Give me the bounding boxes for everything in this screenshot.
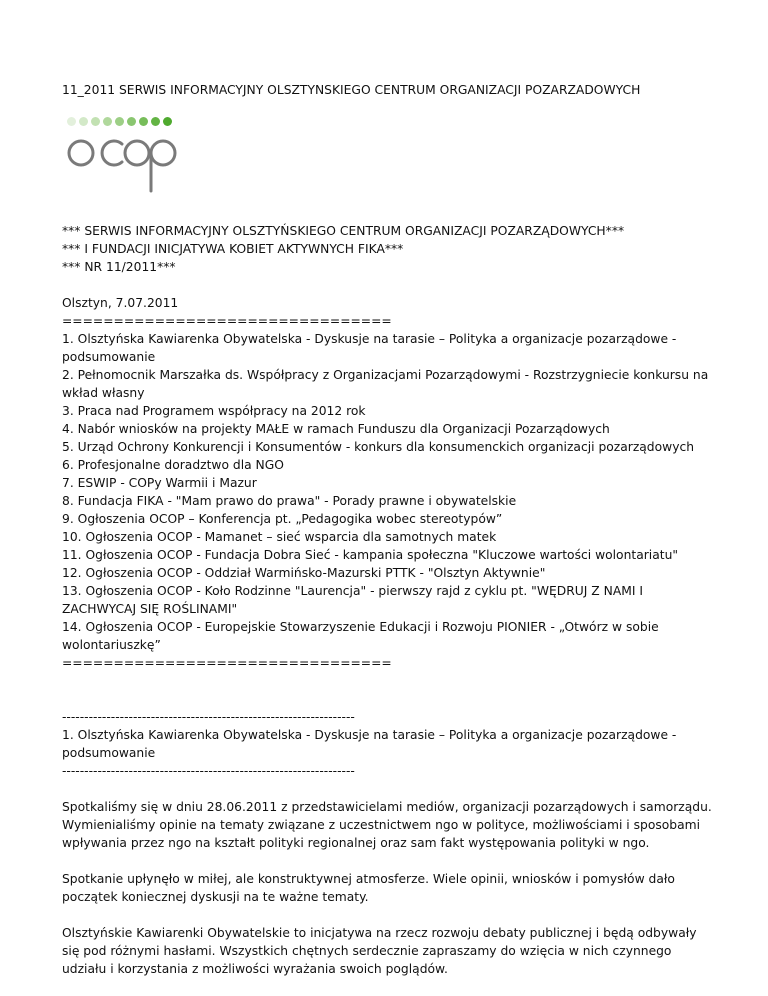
date-line: Olsztyn, 7.07.2011 xyxy=(62,296,179,310)
toc-item: 12. Ogłoszenia OCOP - Oddział Warmińsko-Mazurski PTTK - "Olsztyn Aktywnie" xyxy=(62,566,546,580)
toc-item: 6. Profesjonalne doradztwo dla NGO xyxy=(62,458,284,472)
toc-item: 8. Fundacja FIKA - "Mam prawo do prawa" - Porady prawne i obywatelskie xyxy=(62,494,517,508)
toc-item: 2. Pełnomocnik Marszałka ds. Współpracy z Organizacjami Pozarządowymi - Rozstrzygniecie konkursu na wkład własny xyxy=(62,368,709,400)
logo-dot xyxy=(127,117,136,126)
section-1-paragraph: Olsztyńskie Kawiarenki Obywatelskie to inicjatywa na rzecz rozwoju debaty publicznej i będą odbywały się pod różnymi hasłami. Wszystkich chętnych serdecznie zapraszamy do wzięcia w nich czynnego udziału i korzystania z możliwości wyrażania swoich poglądów. xyxy=(62,926,697,976)
logo-dot xyxy=(139,117,148,126)
logo-letter-p-bowl xyxy=(151,141,175,165)
header-line-1: *** SERWIS INFORMACYJNY OLSZTYŃSKIEGO CENTRUM ORGANIZACJI POZARZĄDOWYCH*** xyxy=(62,224,625,238)
separator-bottom: ================================ xyxy=(62,656,392,670)
separator-top: ================================ xyxy=(62,314,392,328)
logo-dot xyxy=(67,117,76,126)
toc-item: 10. Ogłoszenia OCOP - Mamanet – sieć wsparcia dla samotnych matek xyxy=(62,530,497,544)
logo-letter-o1 xyxy=(69,141,93,165)
logo-dot xyxy=(115,117,124,126)
toc-item: 13. Ogłoszenia OCOP - Koło Rodzinne "Laurencja" - pierwszy rajd z cyklu pt. "WĘDRUJ Z NAMI I ZACHWYCAJ SIĘ ROŚLINAMI" xyxy=(62,584,644,616)
logo-dot xyxy=(79,117,88,126)
section-dash-separator-top: ------------------------------------------------------------------ xyxy=(62,710,355,724)
logo-letters xyxy=(67,137,177,193)
section-1-paragraph: Spotkaliśmy się w dniu 28.06.2011 z przedstawicielami mediów, organizacji pozarządowych i samorządu. Wymienialiśmy opinie na tematy związane z uczestnictwem ngo w polityce, możliwościami i sposobami wpływania przez ngo na kształt polityki regionalnej oraz sam fakt występowania polityki w ngo. xyxy=(62,800,712,850)
toc-item: 1. Olsztyńska Kawiarenka Obywatelska - Dyskusje na tarasie – Polityka a organizacje pozarządowe - podsumowanie xyxy=(62,332,677,364)
document-title: 11_2011 SERWIS INFORMACYJNY OLSZTYNSKIEGO CENTRUM ORGANIZACJI POZARZADOWYCH xyxy=(62,83,641,97)
toc-item: 3. Praca nad Programem współpracy na 2012 rok xyxy=(62,404,366,418)
logo-letter-c xyxy=(102,141,122,165)
document-content xyxy=(62,222,712,996)
toc-item: 9. Ogłoszenia OCOP – Konferencja pt. „Pedagogika wobec stereotypów” xyxy=(62,512,503,526)
logo-letter-o2 xyxy=(125,141,149,165)
toc-item: 4. Nabór wniosków na projekty MAŁE w ramach Funduszu dla Organizacji Pozarządowych xyxy=(62,422,610,436)
logo-dot xyxy=(163,117,172,126)
ocop-logo xyxy=(67,117,187,195)
toc-item: 7. ESWIP - COPy Warmii i Mazur xyxy=(62,476,257,490)
section-dash-separator-bottom: ------------------------------------------------------------------ xyxy=(62,764,355,778)
header-line-3: *** NR 11/2011*** xyxy=(62,260,176,274)
logo-dot xyxy=(91,117,100,126)
logo-text: ocop xyxy=(67,137,70,138)
toc-item: 14. Ogłoszenia OCOP - Europejskie Stowarzyszenie Edukacji i Rozwoju PIONIER - „Otwórz w sobie wolontariuszkę” xyxy=(62,620,659,652)
section-1-heading: 1. Olsztyńska Kawiarenka Obywatelska - Dyskusje na tarasie – Polityka a organizacje pozarządowe - podsumowanie xyxy=(62,728,681,760)
logo-dot xyxy=(151,117,160,126)
logo-dot xyxy=(103,117,112,126)
toc-item: 5. Urząd Ochrony Konkurencji i Konsumentów - konkurs dla konsumenckich organizacji pozarządowych xyxy=(62,440,695,454)
toc-item: 11. Ogłoszenia OCOP - Fundacja Dobra Sieć - kampania społeczna "Kluczowe wartości wolontariatu" xyxy=(62,548,679,562)
section-1-paragraph: Spotkanie upłynęło w miłej, ale konstruktywnej atmosferze. Wiele opinii, wniosków i pomysłów dało początek koniecznej dyskusji na te ważne tematy. xyxy=(62,872,675,904)
table-of-contents xyxy=(62,330,712,654)
header-line-2: *** I FUNDACJI INICJATYWA KOBIET AKTYWNYCH FIKA*** xyxy=(62,242,404,256)
